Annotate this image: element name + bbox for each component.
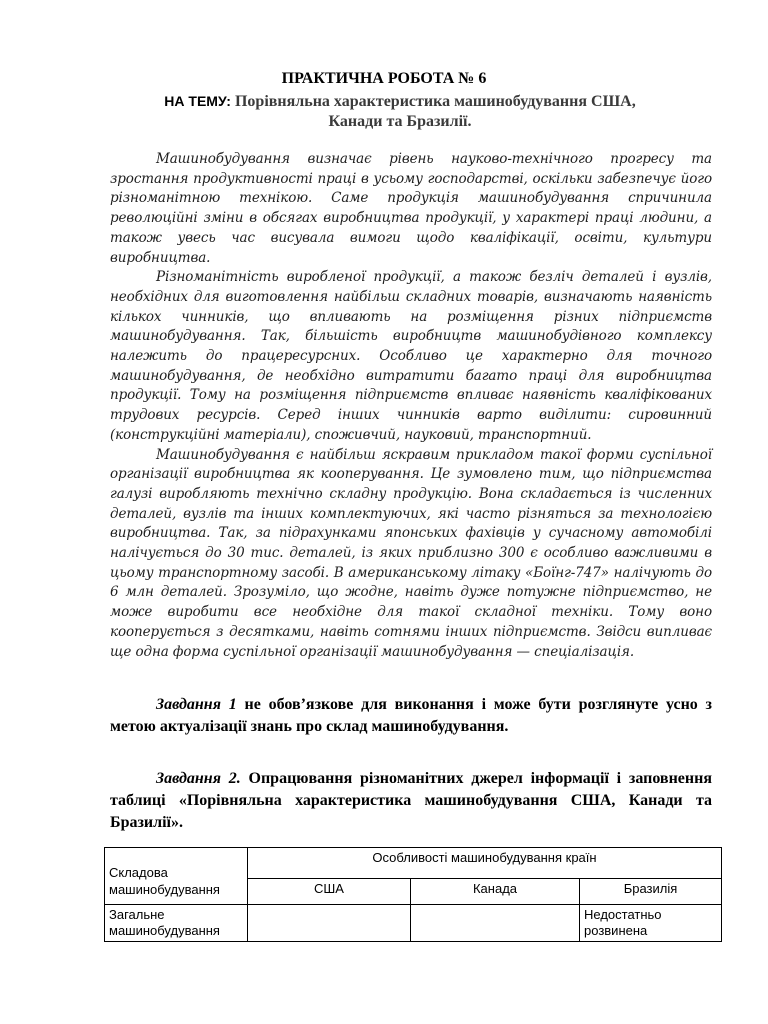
comparison-table bbox=[104, 847, 722, 942]
paragraph-2: Різноманітність виробленої продукції, а також безліч деталей і вузлів, необхідних для виготовлення найбільш складних товарів, визначають наявність кількох чинників, що впливають на розміщення різних підприємств машинобудування. Так, більшість виробництв машинобудівного комплексу належить до працересурсних. Особливо це характерно для точного машинобудування, де необхідно витратити багато праці для виробництва продукції. Тому на розміщення підприємств впливає наявність кваліфікованих трудових ресурсів. Серед інших чинників варто виділити: сировинний (конструкційні матеріали), споживчий, науковий, транспортний. bbox=[110, 269, 712, 443]
header-country-brazil: Бразилія bbox=[580, 879, 722, 905]
header-component: Складова машинобудування bbox=[105, 848, 248, 905]
document-title: ПРАКТИЧНА РОБОТА № 6 bbox=[281, 70, 487, 87]
document-subtitle bbox=[100, 91, 700, 132]
task-1-label: Завдання 1 bbox=[156, 696, 237, 713]
task-1-text: не обов’язкове для виконання і може бути розглянуте усно з метою актуалізації знань про склад машинобудування. bbox=[110, 696, 712, 735]
subtitle-label: НА ТЕМУ: bbox=[164, 93, 231, 109]
task-2 bbox=[110, 768, 712, 834]
subtitle-topic-line1: Порівняльна характеристика машинобудування США, bbox=[234, 93, 636, 110]
header-features: Особливості машинобудування країн bbox=[248, 848, 722, 879]
cell-brazil: Недостатньо розвинена bbox=[580, 905, 722, 942]
header-country-usa: США bbox=[248, 879, 411, 905]
subtitle-topic-line2: Канади та Бразилії. bbox=[328, 113, 472, 130]
cell-usa bbox=[248, 905, 411, 942]
cell-component: Загальне машинобудування bbox=[105, 905, 248, 942]
task-2-text: Опрацювання різноманітних джерел інформації і заповнення таблиці «Порівняльна характеристика машинобудування США, Канади та Бразилії». bbox=[110, 770, 712, 831]
paragraph-1: Машинобудування визначає рівень науково-технічного прогресу та зростання продуктивності праці в усьому господарстві, оскільки забезпечує його різноманітною технікою. Саме продукція машинобудування спричинила революційні зміни в обсягах виробництва продукції, у характері праці людини, а також увесь час висувала вимоги щодо кваліфікації, освіти, культури виробництва. bbox=[110, 151, 712, 266]
header-country-canada: Канада bbox=[411, 879, 580, 905]
table-row bbox=[105, 905, 722, 942]
paragraph-3: Машинобудування є найбільш яскравим прикладом такої форми суспільної організації виробництва як кооперування. Це зумовлено тим, що підприємства галузі виробляють технічно складну продукцію. Вона складається із численних деталей, вузлів та інших комплектуючих, які часто різняться за технологією виробництва. Так, за підрахунками японських фахівців у сучасному автомобілі налічується до 30 тис. деталей, із яких приблизно 300 є особливо важливими в цьому транспортному засобі. В американському літаку «Боїнг-747» налічують до 6 млн деталей. Зрозуміло, що жодне, навіть дуже потужне підприємство, не може виробити все необхідне для такої складної техніки. Тому воно кооперується з десятками, навіть сотнями інших підприємств. Звідси випливає ще одна форма суспільної організації машинобудування — спеціалізація. bbox=[110, 446, 712, 660]
intro-text bbox=[110, 150, 712, 662]
task-2-label: Завдання 2. bbox=[156, 770, 241, 787]
task-1 bbox=[110, 694, 712, 738]
cell-canada bbox=[411, 905, 580, 942]
